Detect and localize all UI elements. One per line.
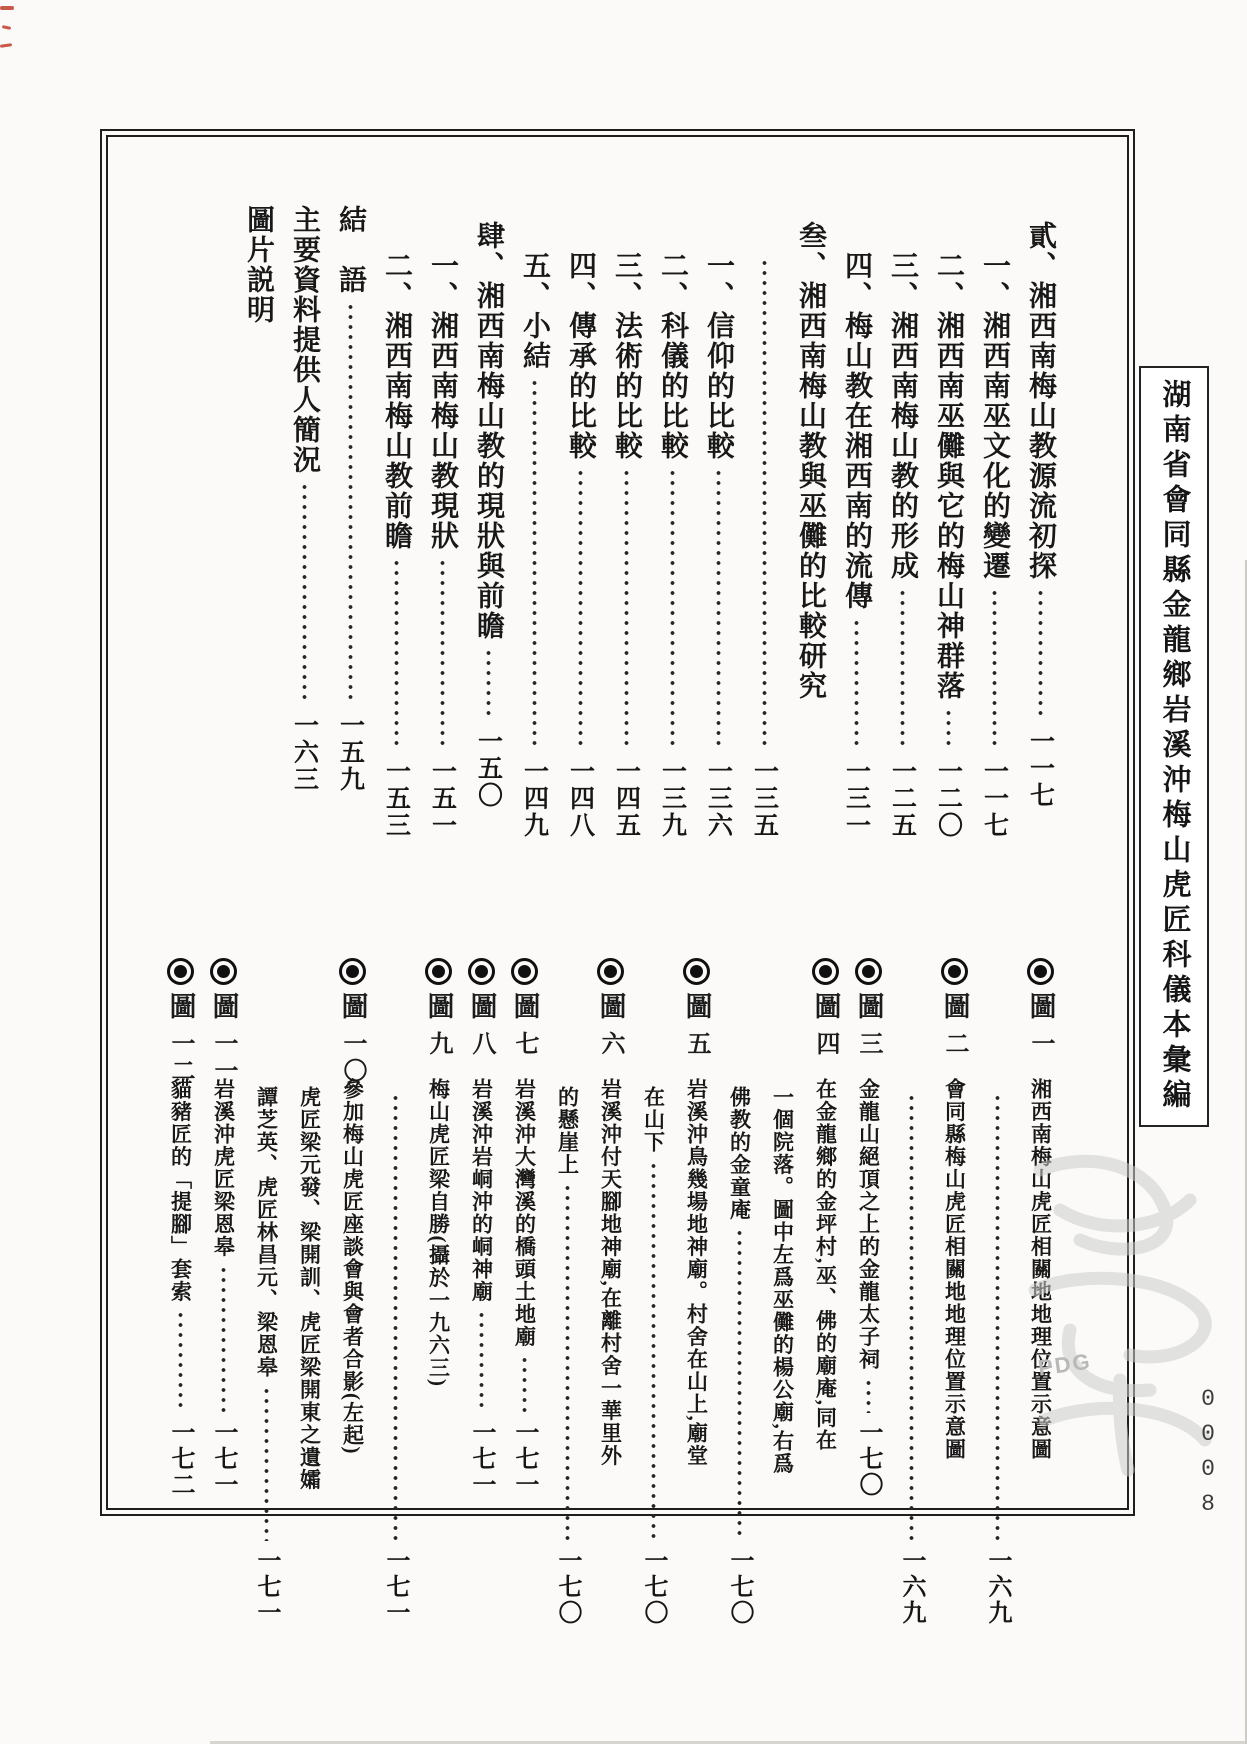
toc-page-number: 一二五 — [888, 758, 916, 839]
scan-red-mark — [2, 25, 11, 30]
figure-number: 四 — [812, 1031, 838, 1058]
dot-leader — [440, 558, 445, 751]
figure-caption: 參加梅山虎匠座談會與會者合影(左起) — [340, 1078, 365, 1455]
toc-entry-title: 一、湘西南梅山教現狀 — [427, 251, 458, 551]
figure-caption: 在山下 — [641, 1086, 666, 1154]
dot-leader — [992, 588, 997, 751]
figure-entry — [422, 958, 454, 1498]
toc-entry-title: 三、法術的比較 — [611, 251, 642, 461]
toc-page-number: 一二〇 — [934, 758, 962, 839]
toc-page-number: 一一七 — [1026, 728, 1054, 809]
toc-entry — [840, 205, 872, 839]
dot-leader — [737, 1228, 742, 1541]
toc-entry — [334, 205, 366, 793]
figure-caption: 在金龍鄉的金坪村,巫、佛的廟庵,同在 — [813, 1078, 838, 1452]
figure-page-number: 一六九 — [984, 1548, 1010, 1626]
figure-caption: 貓豬匠的「提腳」套索 — [168, 1078, 193, 1303]
figure-page-number: 一七〇 — [726, 1548, 752, 1626]
toc-entry — [794, 205, 826, 809]
toc-entry-title: 三、湘西南梅山教的形成 — [887, 251, 918, 581]
toc-page-number: 一三九 — [658, 758, 686, 839]
figure-marker — [812, 958, 839, 1078]
scan-page-number: 0008 — [1195, 1386, 1221, 1526]
figure-entry — [250, 958, 282, 1626]
bullseye-icon — [468, 958, 495, 985]
figure-page-number: 一七〇 — [554, 1548, 580, 1626]
book-title-banner — [1139, 366, 1209, 1127]
toc-entry-title: 四、梅山教在湘西南的流傳 — [841, 251, 872, 611]
toc-page-number: 一五三 — [382, 758, 410, 839]
dot-leader — [624, 468, 629, 751]
figure-entry — [379, 958, 411, 1626]
figure-label: 圖 — [337, 992, 368, 1019]
toc-section — [151, 205, 1056, 839]
figure-label: 圖 — [466, 992, 497, 1019]
toc-page-number: 一六三 — [290, 712, 318, 793]
figure-page-number: 一七二 — [167, 1420, 193, 1498]
figure-caption: 譚芝英、虎匠林昌元、梁恩皋 — [254, 1086, 279, 1379]
figure-marker — [511, 958, 538, 1078]
toc-entry-title: 叁、湘西南梅山教與巫儺的比較研究 — [795, 221, 826, 701]
dot-leader — [670, 468, 675, 751]
toc-page-number: 一四八 — [566, 758, 594, 839]
figure-number: 二 — [941, 1031, 967, 1058]
dot-leader — [178, 1310, 183, 1413]
bullseye-icon — [425, 958, 452, 985]
dot-leader — [854, 618, 859, 751]
toc-entry — [426, 205, 458, 839]
figure-entry — [207, 958, 239, 1498]
toc-entry — [1024, 205, 1056, 809]
toc-entry — [564, 205, 596, 839]
toc-entry — [518, 205, 550, 839]
toc-entry — [472, 205, 504, 809]
bullseye-icon — [1027, 958, 1054, 985]
toc-entry-title: 圖片説明 — [243, 205, 274, 325]
toc-entry-title: 二、湘西南巫儺與它的梅山神群落 — [933, 251, 964, 701]
figure-entry — [895, 958, 927, 1626]
toc-page-number: 一三五 — [750, 758, 778, 839]
figure-page-number: 一七一 — [210, 1420, 236, 1498]
figure-entry — [164, 958, 196, 1498]
watermark-pdg-label: PDG — [1036, 1348, 1094, 1381]
toc-entry-title: 肆、湘西南梅山教的現狀與前瞻 — [473, 221, 504, 641]
figure-page-number: 一七一 — [468, 1420, 494, 1498]
scan-red-mark — [0, 43, 12, 48]
figure-marker — [683, 958, 710, 1078]
figure-entry — [981, 958, 1013, 1626]
figure-label: 圖 — [681, 992, 712, 1019]
figure-entry — [594, 958, 626, 1498]
toc-page-number: 一五一 — [428, 758, 456, 839]
figure-caption: 會同縣梅山虎匠相關地地理位置示意圖 — [942, 1078, 967, 1461]
dot-leader — [565, 1183, 570, 1541]
figure-page-number: 一七一 — [382, 1548, 408, 1626]
toc-entry — [656, 205, 688, 839]
bullseye-icon — [167, 958, 194, 985]
figure-number: 九 — [425, 1031, 451, 1058]
book-title: 湖南省會同縣金龍鄉岩溪沖梅山虎匠科儀本彙編 — [1158, 379, 1191, 1114]
dot-leader — [486, 648, 491, 721]
figure-caption: 岩溪沖鳥幾場地神廟。村舍在山上,廟堂 — [684, 1078, 709, 1468]
bullseye-icon — [597, 958, 624, 985]
bullseye-icon — [210, 958, 237, 985]
figure-entry — [508, 958, 540, 1498]
figure-number: 三 — [855, 1031, 881, 1058]
dot-leader — [221, 1265, 226, 1413]
figure-page-number: 一七〇 — [855, 1420, 881, 1498]
bullseye-icon — [683, 958, 710, 985]
figure-label: 圖 — [423, 992, 454, 1019]
dot-leader — [394, 558, 399, 751]
figure-entry — [680, 958, 712, 1498]
toc-entry — [978, 205, 1010, 839]
figure-marker — [165, 958, 196, 1085]
toc-entry-title: 結 語 — [335, 205, 366, 295]
dot-leader — [264, 1386, 269, 1542]
figure-page-number: 一七〇 — [640, 1548, 666, 1626]
figure-entry — [293, 958, 325, 1626]
figure-entry — [637, 958, 669, 1626]
figure-number: 一 — [1027, 1031, 1053, 1058]
toc-page-number: 一五九 — [336, 712, 364, 793]
toc-entry — [748, 205, 780, 839]
toc-page-number: 一四五 — [612, 758, 640, 839]
figure-marker — [941, 958, 968, 1078]
figure-label: 圖 — [208, 992, 239, 1019]
dot-leader — [716, 468, 721, 751]
dot-leader — [762, 258, 767, 751]
bullseye-icon — [511, 958, 538, 985]
figure-label: 圖 — [165, 992, 196, 1019]
dot-leader — [578, 468, 583, 751]
figure-caption: 岩溪沖大灣溪的橋頭土地廟 — [512, 1078, 537, 1348]
bullseye-icon — [339, 958, 366, 985]
figure-entry — [465, 958, 497, 1498]
figure-label: 圖 — [853, 992, 884, 1019]
toc-entry-title: 二、湘西南梅山教前瞻 — [381, 251, 412, 551]
figure-caption: 金龍山絕頂之上的金龍太子祠 — [856, 1078, 881, 1371]
toc-entry-title: 一、信仰的比較 — [703, 251, 734, 461]
figure-number: 五 — [683, 1031, 709, 1058]
figure-marker — [468, 958, 495, 1078]
figure-marker — [597, 958, 624, 1078]
figure-page-number: 一七一 — [511, 1420, 537, 1498]
dot-leader — [522, 1355, 527, 1413]
dot-leader — [348, 302, 353, 705]
toc-entry — [702, 205, 734, 839]
figure-page-number: 一六九 — [898, 1548, 924, 1626]
figures-section — [111, 958, 1056, 1626]
figure-entry — [766, 958, 798, 1626]
figure-marker — [337, 958, 368, 1085]
toc-entry-title: 一、湘西南巫文化的變遷 — [979, 251, 1010, 581]
figure-entry — [336, 958, 368, 1498]
toc-entry — [610, 205, 642, 839]
figure-label: 圖 — [595, 992, 626, 1019]
figure-caption: 湘西南梅山虎匠相關地地理位置示意圖 — [1028, 1078, 1053, 1461]
figure-entry — [852, 958, 884, 1498]
figure-caption: 岩溪沖虎匠梁恩皋 — [211, 1078, 236, 1258]
toc-entry — [288, 205, 320, 793]
dot-leader — [995, 1093, 1000, 1541]
figure-number: 六 — [597, 1031, 623, 1058]
toc-entry-title: 二、科儀的比較 — [657, 251, 688, 461]
toc-page-number: 一三一 — [842, 758, 870, 839]
figure-marker — [855, 958, 882, 1078]
figure-marker — [425, 958, 452, 1078]
figure-number: 一二 — [167, 1031, 193, 1085]
figure-caption: 岩溪沖付天腳地神廟,在離村舍一華里外 — [598, 1078, 623, 1468]
toc-entry — [932, 205, 964, 839]
dot-leader — [302, 482, 307, 705]
dot-leader — [479, 1310, 484, 1413]
dot-leader — [651, 1161, 656, 1542]
figure-caption: 梅山虎匠梁自勝(攝於一九六三) — [426, 1078, 451, 1388]
dot-leader — [900, 588, 905, 751]
scan-red-mark — [0, 6, 14, 10]
toc-page-number: 一三六 — [704, 758, 732, 839]
figure-caption: 佛教的金童庵 — [727, 1086, 752, 1221]
dot-leader — [393, 1093, 398, 1541]
figure-marker — [1027, 958, 1054, 1078]
toc-page-number: 一五〇 — [474, 728, 502, 809]
toc-page-number: 一一七 — [980, 758, 1008, 839]
toc-entry — [380, 205, 412, 839]
bullseye-icon — [941, 958, 968, 985]
figure-marker — [208, 958, 239, 1085]
figure-label: 圖 — [939, 992, 970, 1019]
dot-leader — [866, 1378, 871, 1414]
dot-leader — [909, 1093, 914, 1541]
figure-number: 一一 — [210, 1031, 236, 1085]
toc-entry-title: 五、小結 — [519, 251, 550, 371]
figure-label: 圖 — [509, 992, 540, 1019]
toc-entry — [886, 205, 918, 839]
figure-caption: 的懸崖上 — [555, 1086, 580, 1176]
toc-page-number: 一四九 — [520, 758, 548, 839]
figure-page-number: 一七一 — [253, 1548, 279, 1626]
figure-entry — [809, 958, 841, 1498]
figure-caption: 一個院落。圖中左爲巫儺的楊公廟,右爲 — [770, 1086, 795, 1476]
figure-number: 八 — [468, 1031, 494, 1058]
toc-entry-title: 貳、湘西南梅山教源流初探 — [1025, 221, 1056, 581]
toc-entry-title: 主要資料提供人簡況 — [289, 205, 320, 475]
figure-number: 一〇 — [339, 1031, 365, 1085]
figure-caption: 虎匠梁元發、梁開訓、虎匠梁開東之遺孀 — [297, 1086, 322, 1491]
figure-label: 圖 — [1025, 992, 1056, 1019]
dot-leader — [532, 378, 537, 751]
figure-entry — [938, 958, 970, 1498]
figure-entry — [723, 958, 755, 1626]
dot-leader — [946, 708, 951, 751]
figure-entry — [1024, 958, 1056, 1498]
toc-entry — [242, 205, 274, 793]
dot-leader — [1038, 588, 1043, 721]
figure-entry — [551, 958, 583, 1626]
figure-number: 七 — [511, 1031, 537, 1058]
bullseye-icon — [812, 958, 839, 985]
toc-entry-title: 四、傳承的比較 — [565, 251, 596, 461]
figure-caption: 岩溪沖岩峒沖的峒神廟 — [469, 1078, 494, 1303]
figure-label: 圖 — [810, 992, 841, 1019]
bullseye-icon — [855, 958, 882, 985]
